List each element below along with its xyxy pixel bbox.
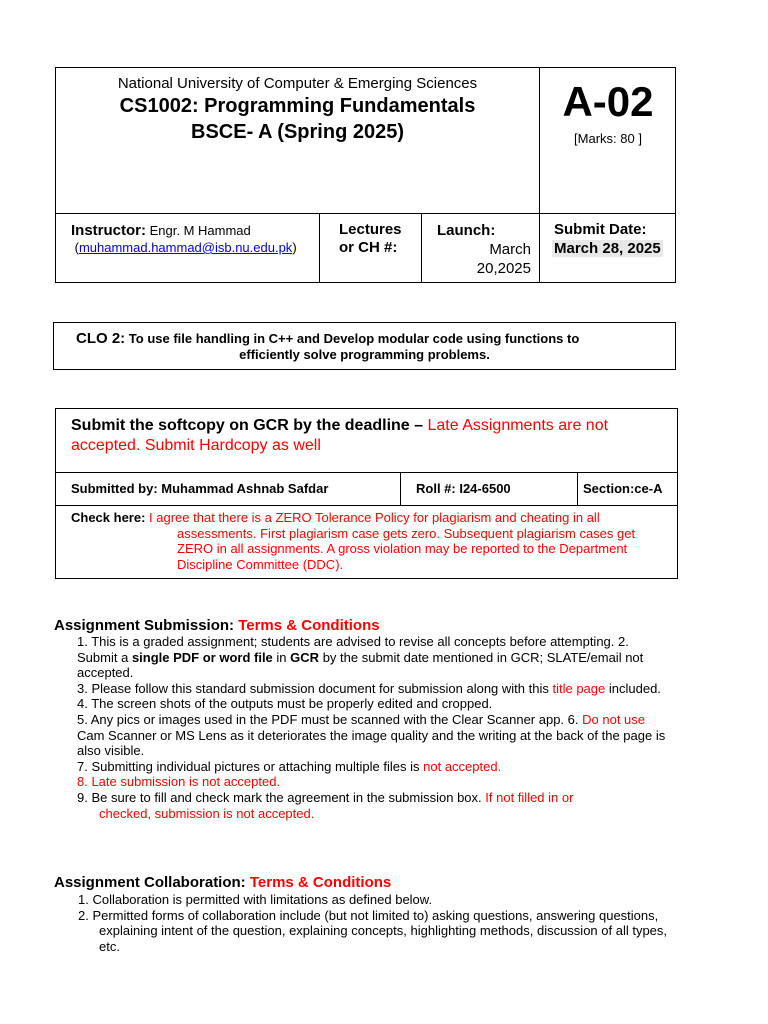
term-7-red: not accepted. [423,758,502,774]
launch-label: Launch: [437,222,496,239]
term-2-post: by the submit date mentioned in GCR; SLATE/email not [322,649,644,665]
agreement-line-3: ZERO in all assignments. A gross violation may be reported to the Department [177,541,628,556]
university-name: National University of Computer & Emerging Sciences [117,75,478,92]
launch-month: March [489,241,531,258]
term-6: Cam Scanner or MS Lens as it deteriorates the image quality and the writing at the back of the page is [77,727,666,743]
term-2-bold-1: single PDF or word file [131,649,273,665]
list-item [77,665,712,681]
submission-terms-label: Assignment Submission: [54,617,235,634]
list-item [77,650,712,666]
divider [400,472,401,505]
section: Section:ce-A [583,481,663,496]
list-item [77,696,712,712]
collab-2a: 2. Permitted forms of collaboration include (but not limited to) asking questions, answering questions, [78,907,659,923]
term-2-mid: in [276,649,287,665]
list-item [77,774,712,790]
term-4: 4. The screen shots of the outputs must be properly edited and cropped. [77,696,493,712]
check-here-label: Check here: [71,510,146,525]
submission-terms-title [54,617,380,634]
roll-number: Roll #: I24-6500 [416,481,511,496]
plagiarism-agreement [71,510,635,572]
instructor-label: Instructor: [71,222,146,239]
term-9-pre: 9. Be sure to fill and check mark the agreement in the submission box. [77,789,482,805]
list-item [78,923,713,939]
divider [56,472,677,473]
clo-line-1 [76,330,579,347]
submit-date: March 28, 2025 [554,240,661,257]
course-title: CS1002: Programming Fundamentals BSCE- A (Spring 2025) [119,95,476,143]
submitted-by: Submitted by: Muhammad Ashnab Safdar [71,481,329,496]
deadline-warning: Late Assignments are not accepted. Submit Hardcopy as well [71,417,609,454]
collaboration-terms-list [78,892,713,954]
submission-terms-list [77,634,712,821]
submission-box [55,408,678,579]
clo-text-1: To use file handling in C++ and Develop modular code using functions to [128,331,580,346]
clo-label: CLO 2: [76,330,126,347]
assignment-id: A-02 [562,78,654,125]
term-9-red-1: If not filled in or [485,789,574,805]
launch-day-year: 20,2025 [476,260,531,277]
collaboration-terms-title [54,874,391,891]
deadline-bold: Submit the softcopy on GCR by the deadline – [71,417,424,434]
ch-label: or CH #: [339,239,398,256]
deadline-notice [71,416,666,456]
instructor-name: Engr. M Hammad [149,223,251,238]
term-6-end: also visible. [77,743,145,759]
agreement-line-4: Discipline Committee (DDC). [177,556,344,572]
term-3-post: included. [608,680,661,696]
instructor-cell: Instructor: Engr. M Hammad (muhammad.hammad@isb.nu.edu.pk) [71,222,297,255]
divider [56,213,675,214]
list-item [77,634,712,650]
term-9-red-2: checked, submission is not accepted. [99,805,315,821]
collab-2b: explaining intent of the question, explaining concepts, highlighting methods, discussion of all types, [99,923,668,939]
term-2-pre: Submit a [77,649,129,665]
term-3-pre: 3. Please follow this standard submission document for submission along with this [77,680,549,696]
list-item [77,806,712,822]
clo-box [53,322,676,370]
list-item [78,908,713,924]
lectures-label: Lectures [339,221,402,238]
collaboration-terms-label: Assignment Collaboration: [54,874,246,891]
collab-2c: etc. [99,938,120,954]
lectures-cell [339,221,402,257]
divider [319,213,320,283]
term-8: 8. Late submission is not accepted. [77,774,281,790]
list-item [77,681,712,697]
list-item [77,712,712,728]
term-5-pre: 5. Any pics or images used in the PDF must be scanned with the Clear Scanner app. 6. [77,711,579,727]
list-item [77,759,712,775]
list-item [77,790,712,806]
instructor-email-link[interactable]: muhammad.hammad@isb.nu.edu.pk [78,240,293,255]
term-1: 1. This is a graded assignment; students are advised to revise all concepts before attempting. 2. [77,634,629,649]
launch-date [422,240,531,278]
collaboration-terms-red: Terms & Conditions [249,874,392,891]
collab-1: 1. Collaboration is permitted with limitations as defined below. [78,892,433,907]
term-7-pre: 7. Submitting individual pictures or attaching multiple files is [77,758,420,774]
marks: [Marks: 80 ] [574,131,642,146]
term-2-bold-2: GCR [290,649,320,665]
term-5-red: Do not use [582,711,645,727]
divider [56,505,677,506]
agreement-line-1: I agree that there is a ZERO Tolerance Policy for plagiarism and cheating in all [149,510,600,525]
list-item [78,892,713,908]
header-table [55,67,676,283]
submit-date-label: Submit Date: [554,221,647,238]
divider [577,472,578,505]
list-item [77,743,712,759]
list-item [77,728,712,744]
agreement-line-2: assessments. First plagiarism case gets zero. Subsequent plagiarism cases get [177,525,636,541]
list-item [78,939,713,955]
term-3-red: title page [552,680,606,696]
clo-text-2: efficiently solve programming problems. [239,347,490,362]
term-2-end: accepted. [77,665,134,681]
submission-terms-red: Terms & Conditions [238,617,380,634]
